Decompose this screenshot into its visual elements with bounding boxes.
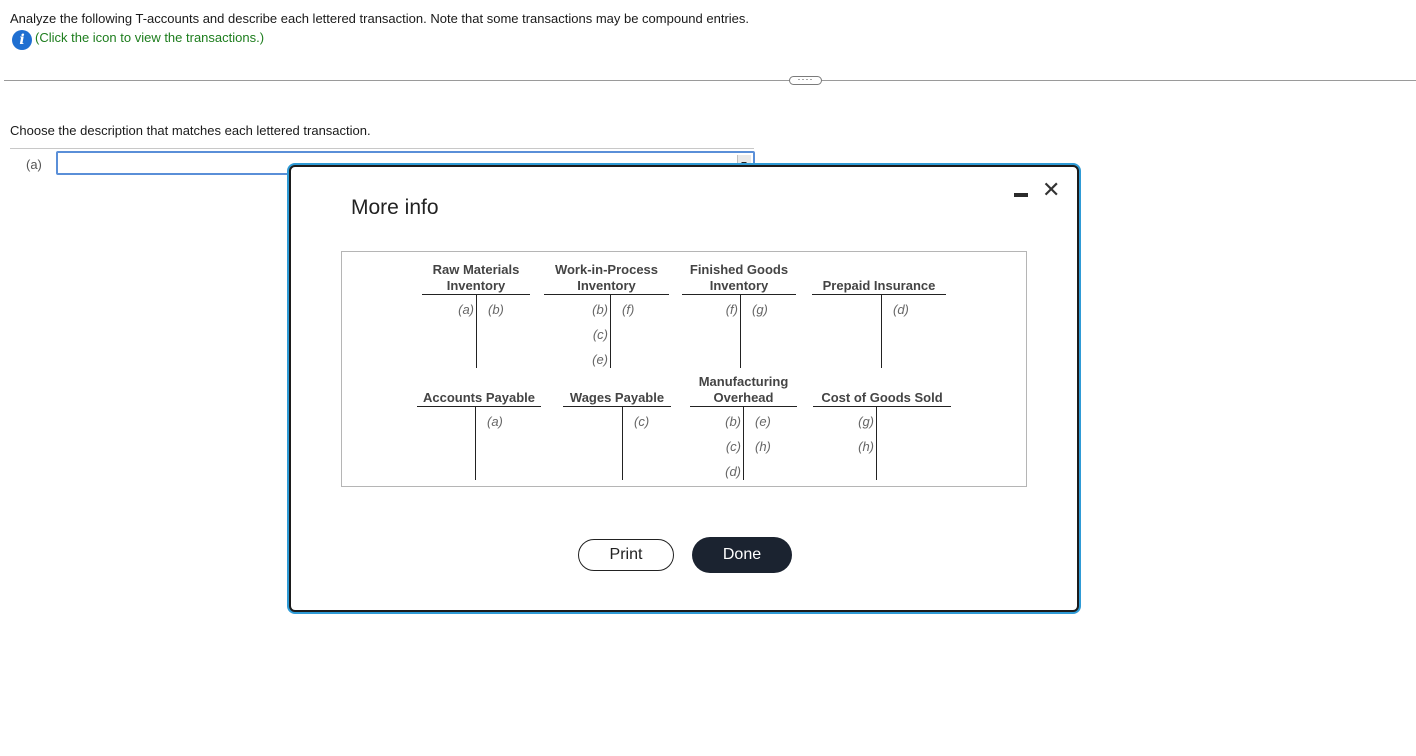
t-account	[563, 370, 671, 480]
debit-entry: (b)	[725, 414, 741, 429]
info-icon[interactable]: i	[12, 30, 32, 50]
divider-drag-handle[interactable]: ····	[789, 76, 822, 85]
t-account-title-line: Inventory	[446, 278, 506, 293]
more-info-dialog	[289, 165, 1079, 612]
t-account-center-line	[610, 294, 611, 368]
view-transactions-link[interactable]: (Click the icon to view the transactions.)	[35, 30, 265, 45]
t-account-title-line: Prepaid Insurance	[822, 278, 936, 293]
credit-entry: (f)	[622, 302, 635, 317]
t-account-top-line	[682, 294, 796, 295]
t-account	[682, 258, 796, 368]
t-account	[544, 258, 669, 368]
t-account-title	[417, 370, 541, 406]
transaction-row-label: (a)	[26, 157, 42, 172]
credit-entry: (d)	[893, 302, 909, 317]
t-account	[417, 370, 541, 480]
t-account	[813, 370, 951, 480]
t-account	[422, 258, 530, 368]
done-button[interactable]: Done	[692, 537, 792, 573]
t-account-title	[563, 370, 671, 406]
print-button[interactable]: Print	[578, 539, 674, 571]
t-account-title-line: Accounts Payable	[423, 390, 535, 405]
row-separator	[10, 148, 754, 149]
t-account-center-line	[740, 294, 741, 368]
credit-entry: (c)	[634, 414, 650, 429]
t-account-title	[544, 258, 669, 294]
t-account-top-line	[544, 294, 669, 295]
credit-entry: (b)	[488, 302, 504, 317]
debit-entry: (e)	[592, 352, 608, 367]
debit-entry: (h)	[858, 439, 874, 454]
credit-entry: (g)	[752, 302, 768, 317]
t-account-title	[422, 258, 530, 294]
t-account-title	[813, 370, 951, 406]
debit-entry: (a)	[458, 302, 474, 317]
t-account-title-line: Work-in-Process	[554, 262, 659, 277]
debit-entry: (d)	[725, 464, 741, 479]
t-account-top-line	[813, 406, 951, 407]
t-account-title-line: Manufacturing	[698, 374, 789, 389]
t-account-center-line	[475, 406, 476, 480]
debit-entry: (b)	[592, 302, 608, 317]
t-account-title	[812, 258, 946, 294]
t-account-top-line	[563, 406, 671, 407]
t-account-title-line: Inventory	[577, 278, 636, 293]
dialog-title: More info	[351, 196, 439, 219]
minimize-icon[interactable]	[1014, 193, 1028, 197]
choose-prompt: Choose the description that matches each lettered transaction.	[10, 123, 371, 138]
debit-entry: (f)	[725, 302, 738, 317]
t-account-title-line: Raw Materials	[432, 262, 520, 277]
t-account-title-line: Wages Payable	[569, 390, 665, 405]
t-account-title-line: Inventory	[709, 278, 769, 293]
credit-entry: (h)	[755, 439, 771, 454]
debit-entry: (g)	[858, 414, 874, 429]
t-account-title-line: Overhead	[713, 390, 774, 405]
credit-entry: (e)	[755, 414, 771, 429]
t-accounts-panel	[341, 251, 1027, 487]
t-account-title-line: Cost of Goods Sold	[821, 390, 943, 405]
t-account-center-line	[881, 294, 882, 368]
t-account-title-line: Finished Goods	[689, 262, 789, 277]
t-account-top-line	[812, 294, 946, 295]
t-account	[812, 258, 946, 368]
t-account-center-line	[476, 294, 477, 368]
pane-divider	[4, 80, 1416, 81]
t-account	[690, 370, 797, 480]
instruction-text: Analyze the following T-accounts and describe each lettered transaction. Note that some transactions may be compound entries.	[10, 11, 750, 26]
debit-entry: (c)	[592, 327, 608, 342]
t-account-title	[682, 258, 796, 294]
debit-entry: (c)	[725, 439, 741, 454]
t-account-center-line	[622, 406, 623, 480]
t-account-center-line	[743, 406, 744, 480]
close-icon[interactable]: ✕	[1042, 177, 1061, 202]
t-account-center-line	[876, 406, 877, 480]
credit-entry: (a)	[487, 414, 503, 429]
t-account-top-line	[417, 406, 541, 407]
t-account-title	[690, 370, 797, 406]
